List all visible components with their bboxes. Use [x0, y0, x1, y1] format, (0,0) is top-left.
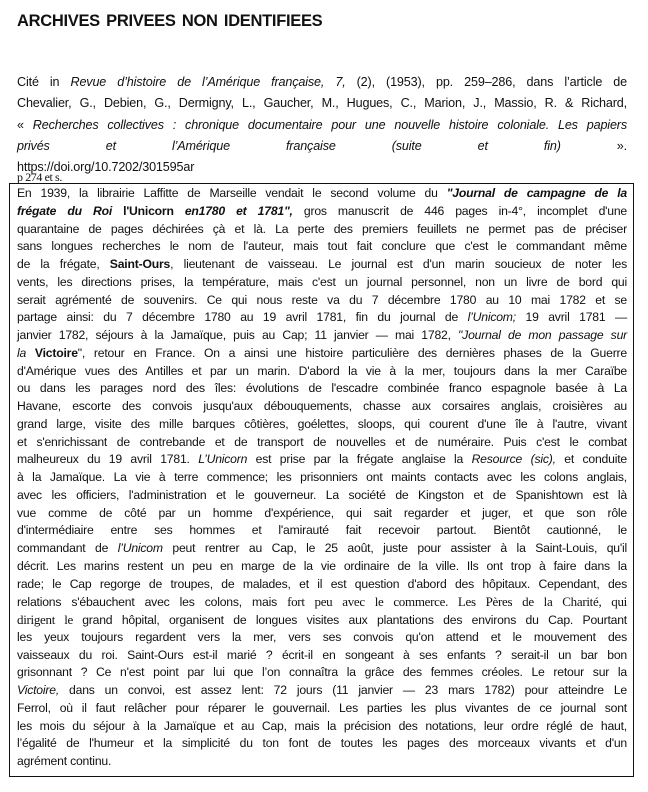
body_lines-text-segment: Havane, escorte des convois jusqu'aux débouquements, chasse aux corsaires anglais, croisières au	[17, 399, 627, 413]
body_lines-line	[17, 718, 627, 736]
body_lines-line	[17, 203, 627, 221]
body_lines-text-segment: quarantaine de pages déchirées çà et là. La perte des premiers feuillets ne permet pas de préciser	[17, 221, 627, 236]
body_lines-text-segment: l’Unicom	[117, 541, 163, 555]
body_lines-line	[17, 398, 627, 416]
body_lines-text-segment: vaisseaux du roi. Saint-Ours est-il marié ? écrit-il en songeant à ses enfants ? serait-il un bar bon	[17, 647, 627, 662]
body_lines-line	[17, 558, 627, 576]
body_lines-text-segment: Victoire	[34, 345, 78, 360]
body_lines-line	[17, 682, 627, 700]
citation_lines-text-segment: Recherches collectives : chronique documentaire pour une nouvelle histoire coloniale. Les papiers	[32, 117, 627, 132]
body_lines-line	[17, 238, 627, 256]
body_lines-line	[17, 700, 627, 718]
body_lines-text-segment: vue comme de côté par un homme d'expérience, qui sait regarder et juger, et que son rôle	[17, 505, 627, 520]
body_lines-text-segment: fort peu avec le commerce. Les Pères de la Charité, qui	[287, 594, 627, 610]
body_lines-line	[17, 309, 627, 327]
body_lines-text-segment: les yeux toujours regardent vers la mer, vers ses convois qu'on attend et le mouvement des	[17, 629, 627, 644]
body_lines-text-segment: et s'enrichissant de contrebande et de transport de nouvelles et de numéraire. Puis c'est le combat	[17, 434, 627, 449]
body_lines-line	[17, 487, 627, 505]
body_lines-text-segment: serait agrémenté de souvenirs. Ce qui nous reste va du 7 décembre 1780 au 10 mai 1782 et se	[17, 292, 627, 307]
excerpt-text	[17, 185, 627, 771]
body_lines-text-segment: malheureux du 19 avril 1781.	[17, 452, 199, 467]
body_lines-line	[17, 345, 627, 363]
body_lines-line	[17, 611, 627, 629]
body_lines-text-segment: frégate du Roi	[17, 203, 124, 218]
body_lines-text-segment: d'intermédiaire entre ses hommes et l'amirauté fait recevoir partout. Bientôt cautionné, le	[17, 523, 627, 538]
citation_lines-text-segment: Cité in	[17, 75, 71, 89]
body_lines-line	[17, 185, 627, 203]
body_lines-line	[17, 629, 627, 647]
body_lines-line	[17, 505, 627, 523]
citation_lines-line	[17, 157, 627, 178]
citation_lines-line	[17, 136, 627, 157]
citation_lines-line	[17, 115, 627, 136]
citation	[17, 72, 627, 178]
body_lines-text-segment: peut rentrer au Cap, le 25 août, juste pour assister à la Saint-Louis, qu'il	[162, 541, 627, 555]
citation_lines-text-segment: (2), (1953), pp. 259–286, dans l’article de	[345, 75, 628, 89]
body_lines-text-segment: Victoire,	[17, 683, 60, 697]
body_lines-line	[17, 434, 627, 452]
body_lines-line	[17, 416, 627, 434]
body_lines-line	[17, 522, 627, 540]
citation_lines-text-segment: Revue d’histoire de l’Amérique française, 7,	[70, 75, 346, 89]
body_lines-line	[17, 540, 627, 558]
body_lines-line	[17, 363, 627, 381]
body_lines-line	[17, 469, 627, 487]
body_lines-text-segment: l'Unicorn	[123, 203, 185, 218]
body_lines-text-segment: dirigent le	[17, 612, 83, 627]
body_lines-text-segment: décrit. Les marins restent un peu en marge de la vie ordinaire de la ville. Ils ont trop à faire dans la	[17, 558, 627, 573]
body_lines-text-segment: commandant de	[17, 541, 118, 555]
body_lines-line	[17, 647, 627, 665]
body_lines-text-segment: grisonnant ? Ce n'est point par lui que l’on connaîtra la grâce des femmes créoles. Le retour sur la	[17, 665, 627, 680]
citation_lines-text-segment: ».	[560, 138, 627, 153]
body_lines-text-segment: grand hôpital, organisent de longues visites aux plantations des environs du Cap. Pourtant	[82, 613, 627, 627]
body_lines-text-segment: vents, les directions prises, la température, mais c'est un journal personnel, non un livre de bord qui	[17, 274, 627, 289]
body_lines-text-segment: ou dans les parages nord des îles: évolutions de l'escadre combinée franco espagnole basée à La	[17, 381, 627, 396]
body_lines-text-segment: avec les officiers, l'administration et le gouverneur. La société de Kingston et de Spanishtown est là	[17, 487, 627, 502]
body_lines-line	[17, 451, 627, 469]
body_lines-line	[17, 576, 627, 594]
citation_lines-line	[17, 93, 627, 114]
body_lines-text-segment: est prise par la frégate anglaise la	[247, 452, 472, 467]
body_lines-line	[17, 256, 627, 274]
body_lines-line	[17, 292, 627, 310]
body_lines-text-segment: les mois du séjour à la Jamaïque et au Cap, mais la précision des notations, leur ordre réglé de haut,	[17, 718, 627, 733]
body_lines-text-segment: "Journal de campagne de la	[446, 186, 627, 200]
body_lines-text-segment: 19 avril 1781 —	[515, 310, 627, 325]
citation_lines-text-segment: privés et l’Amérique française (suite et fin)	[17, 138, 561, 153]
body_lines-line	[17, 274, 627, 292]
body_lines-text-segment: Resource (sic),	[471, 452, 556, 467]
body_lines-text-segment: relations s'ébauchent avec les colons, mais	[17, 595, 288, 610]
body_lines-text-segment: sans longues recherches le nom de l'auteur, mais tout fait conclure que c'est le commandant même	[17, 239, 627, 254]
body_lines-text-segment: la	[17, 345, 35, 360]
body_lines-line	[17, 753, 627, 771]
citation_lines-text-segment: «	[17, 117, 33, 132]
citation_lines-text-segment: Chevalier, G., Debien, G., Dermigny, L., Gaucher, M., Hugues, C., Marion, J., Massio, R. & Richard,	[17, 96, 627, 111]
body_lines-text-segment: En 1939, la librairie Laffitte de Marseille vendait le second volume du	[17, 186, 447, 200]
body_lines-line	[17, 593, 627, 611]
body_lines-text-segment: "Journal de mon passage sur	[458, 328, 628, 342]
body_lines-text-segment: agrément continu.	[17, 754, 112, 768]
body_lines-line	[17, 735, 627, 753]
body_lines-text-segment: janvier 1782, séjours à la Jamaïque, puis au Cap; 11 janvier — mai 1782,	[17, 328, 459, 342]
body_lines-text-segment: à la Jamaïque. La vie à terre commence; les prisonniers ont maints contacts avec les colons anglais,	[17, 470, 627, 484]
body_lines-text-segment: grand large, visite des mille barques côtières, goélettes, sloops, qui courent d'une île à l'autre, vivant	[17, 416, 627, 431]
page-reference: p 274 et s.	[17, 170, 62, 184]
body_lines-text-segment: l’Unicom;	[467, 310, 516, 325]
body_lines-text-segment: d'Amérique vues des Antilles et par un marin. D'abord la vie à la mer, toujours dans la mer Caraïbe	[17, 363, 627, 378]
body_lines-text-segment: partage ainsi: du 7 décembre 1780 au 19 avril 1781, fin du journal de	[17, 310, 468, 325]
body_lines-text-segment: Ferrol, où il faut relâcher pour réparer le gouvernail. Les parties les plus vivantes de ce journal sont	[17, 700, 627, 715]
body_lines-text-segment: , lieutenant de vaisseau. Le journal est d'un marin soucieux de noter les	[170, 257, 628, 271]
body_lines-line	[17, 664, 627, 682]
document-title: ARCHIVES PRIVEES NON IDENTIFIEES	[17, 12, 323, 30]
body_lines-line	[17, 380, 627, 398]
body_lines-text-segment: L’Unicorn	[198, 452, 248, 467]
body_lines-text-segment: Saint-Ours	[109, 257, 171, 271]
body_lines-text-segment: ", retour en France. On a ainsi une histoire particulière des dernières phases de la Guerre	[77, 345, 627, 360]
body_lines-text-segment: de la frégate,	[17, 257, 110, 271]
body_lines-text-segment: dans un convoi, est assez lent: 72 jours (11 janvier — 23 mars 1782) pour atteindre Le	[59, 683, 627, 697]
body_lines-text-segment: l’égalité de l'humeur et la simplicité du ton font de toutes les pages des morceaux vivants et d'un	[17, 736, 627, 751]
body_lines-line	[17, 221, 627, 239]
body_lines-text-segment: gros manuscrit de 446 pages in-4°, incomplet d'une	[292, 203, 628, 218]
body_lines-text-segment: rade; le Cap regorge de troupes, de malades, et il est question d'abord des hôpitaux. Cependant, des	[17, 576, 627, 591]
body_lines-text-segment: et conduite	[555, 452, 627, 467]
body_lines-line	[17, 327, 627, 345]
citation_lines-text-segment: https://doi.org/10.7202/301595ar	[17, 160, 195, 175]
body_lines-text-segment: en1780 et 1781",	[184, 203, 293, 218]
citation_lines-line	[17, 72, 627, 93]
